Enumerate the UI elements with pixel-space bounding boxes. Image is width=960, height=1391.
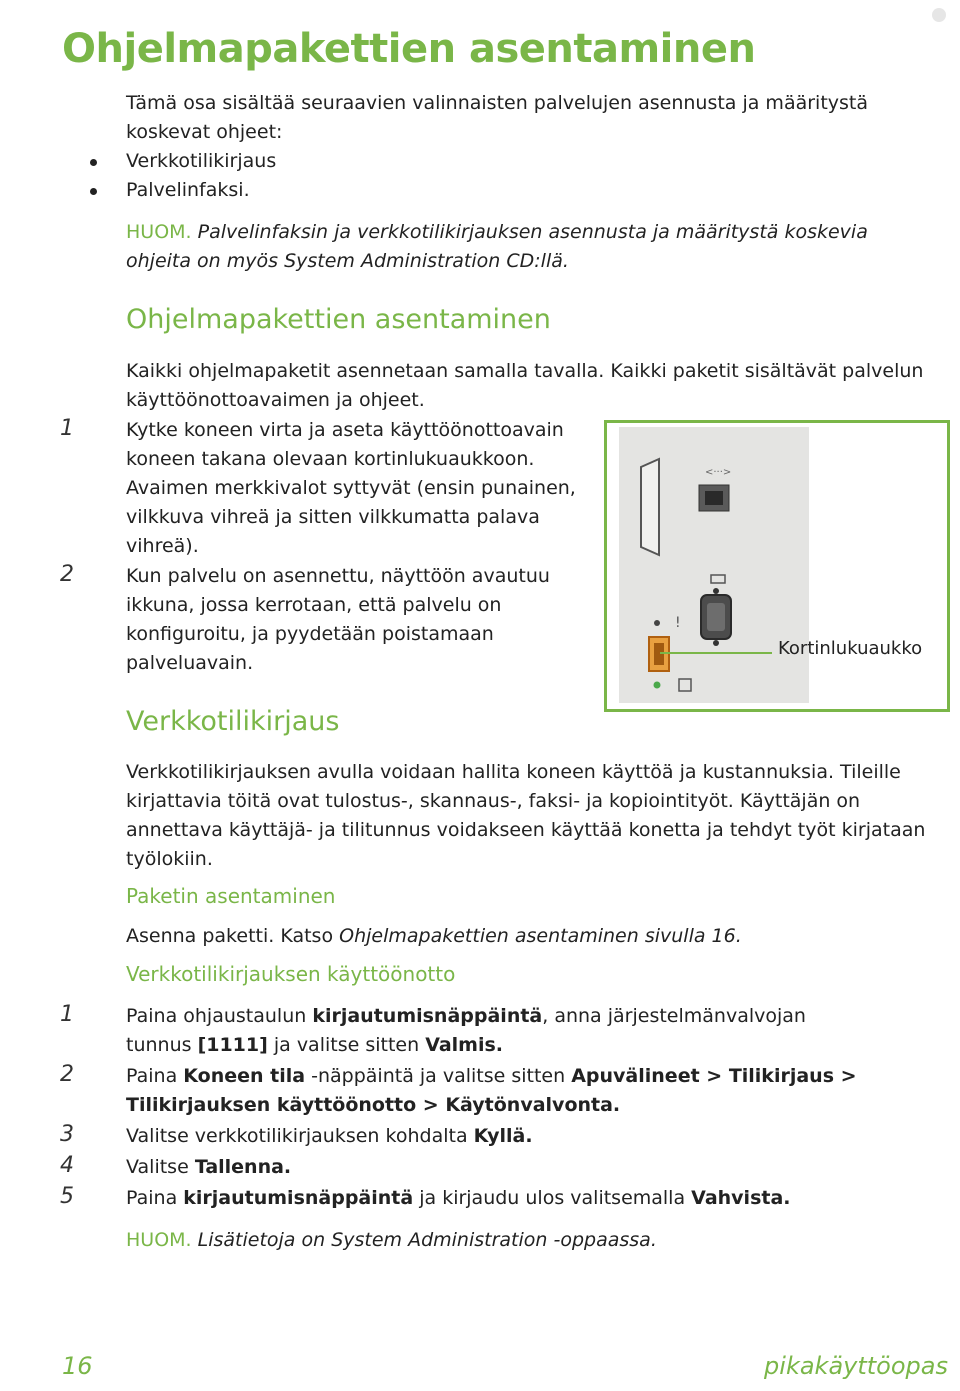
footer-page-number: 16 bbox=[62, 1352, 93, 1380]
install-intro-text: Kaikki ohjelmapaketit asennetaan samalla tavalla. Kaikki paketit sisältävät palvelun käyttöönottoavaimen ja ohjeet. bbox=[126, 360, 924, 411]
corner-decoration-dot bbox=[932, 8, 946, 22]
callout-line bbox=[660, 652, 772, 654]
network-symbol-icon: <···> bbox=[705, 467, 732, 478]
section-heading-accounting: Verkkotilikirjaus bbox=[126, 706, 340, 737]
card-reader-slot-inner bbox=[654, 643, 664, 665]
page-title: Ohjelmapakettien asentaminen bbox=[62, 26, 756, 72]
ethernet-port-inner bbox=[705, 491, 723, 505]
machine-rear-panel bbox=[619, 427, 809, 703]
accounting-step-1: Paina ohjaustaulun kirjautumisnäppäintä, anna järjestelmänvalvojan tunnus [1111] ja valitse sitten Valmis. bbox=[126, 1005, 806, 1056]
step-number: 2 bbox=[60, 1062, 74, 1087]
install-step-2: Kun palvelu on asennettu, näyttöön avautuu ikkuna, jossa kerrotaan, että palvelu on konfiguroitu, ja pyydetään poistamaan palveluavain. bbox=[126, 565, 550, 674]
intro-lead: Tämä osa sisältää seuraavien valinnaisten palvelujen asennusta ja määritystä koskevat ohjeet: bbox=[126, 92, 869, 143]
vga-port-inner bbox=[707, 603, 725, 631]
step-number: 5 bbox=[60, 1184, 74, 1209]
install-step-1: Kytke koneen virta ja aseta käyttöönottoavain koneen takana olevaan kortinlukuaukkoon. Avaimen merkkivalot syttyvät (ensin punainen, vilkkuva vihreä ja sitten vilkkumatta palava vihreä). bbox=[126, 419, 576, 557]
accounting-intro-text: Verkkotilikirjauksen avulla voidaan hallita koneen käyttöä ja kustannuksia. Tileille kirjattavia töitä ovat tulostus-, skannaus-, faksi- ja kopiointityöt. Käyttäjän on annettava käyttäjä- ja tilitunnus voidakseen käyttää konetta ja tehdyt työt kirjataan työlokiin. bbox=[126, 761, 926, 870]
card-reader-photo bbox=[604, 420, 950, 712]
vga-screw-top bbox=[713, 588, 719, 594]
install-package-text: Asenna paketti. Katso Ohjelmapakettien asentaminen sivulla 16. bbox=[126, 925, 742, 947]
note-label: HUOM. bbox=[126, 1229, 192, 1251]
rear-panel-illustration bbox=[619, 427, 809, 703]
subheading-enable-accounting: Verkkotilikirjauksen käyttöönotto bbox=[126, 962, 456, 986]
intro-note bbox=[126, 218, 926, 276]
intro-bullet-list bbox=[44, 147, 644, 205]
bullet-icon bbox=[90, 188, 97, 195]
list-item: Palvelinfaksi. bbox=[44, 176, 644, 205]
footer-guide-title: pikakäyttöopas bbox=[764, 1352, 948, 1380]
indicator-dot-icon bbox=[654, 620, 660, 626]
accounting-step-5: Paina kirjautumisnäppäintä ja kirjaudu ulos valitsemalla Vahvista. bbox=[126, 1187, 791, 1209]
serial-port-icon bbox=[641, 459, 659, 555]
green-led-icon bbox=[654, 682, 661, 689]
warning-symbol-icon: ! bbox=[675, 615, 681, 631]
note-text: Lisätietoja on System Administration -oppaassa. bbox=[191, 1229, 657, 1251]
step-number: 1 bbox=[60, 1002, 74, 1027]
accounting-step-4: Valitse Tallenna. bbox=[126, 1156, 292, 1178]
cross-reference-link[interactable]: Ohjelmapakettien asentaminen sivulla 16. bbox=[339, 925, 742, 947]
note-text: Palvelinfaksin ja verkkotilikirjauksen asennusta ja määritystä koskevia ohjeita on myös System Administration CD:llä. bbox=[126, 221, 868, 272]
accounting-step-2: Paina Koneen tila -näppäintä ja valitse sitten Apuvälineet > Tilikirjaus > Tilikirjauksen käyttöönotto > Käytönvalvonta. bbox=[126, 1065, 857, 1116]
step-number: 1 bbox=[60, 416, 74, 441]
accounting-step-3: Valitse verkkotilikirjauksen kohdalta Kyllä. bbox=[126, 1125, 533, 1147]
bullet-icon bbox=[90, 159, 97, 166]
subheading-install-package: Paketin asentaminen bbox=[126, 884, 336, 908]
note-label: HUOM. bbox=[126, 221, 192, 243]
accounting-note bbox=[126, 1226, 926, 1255]
vga-screw-bottom bbox=[713, 640, 719, 646]
list-item: Verkkotilikirjaus bbox=[44, 147, 644, 176]
port-symbol-icon bbox=[711, 575, 725, 583]
step-number: 3 bbox=[60, 1122, 74, 1147]
step-number: 4 bbox=[60, 1153, 74, 1178]
section-heading-install: Ohjelmapakettien asentaminen bbox=[126, 304, 551, 335]
grid-symbol-icon bbox=[679, 679, 691, 691]
image-callout-label: Kortinlukuaukko bbox=[778, 638, 923, 659]
step-number: 2 bbox=[60, 562, 74, 587]
